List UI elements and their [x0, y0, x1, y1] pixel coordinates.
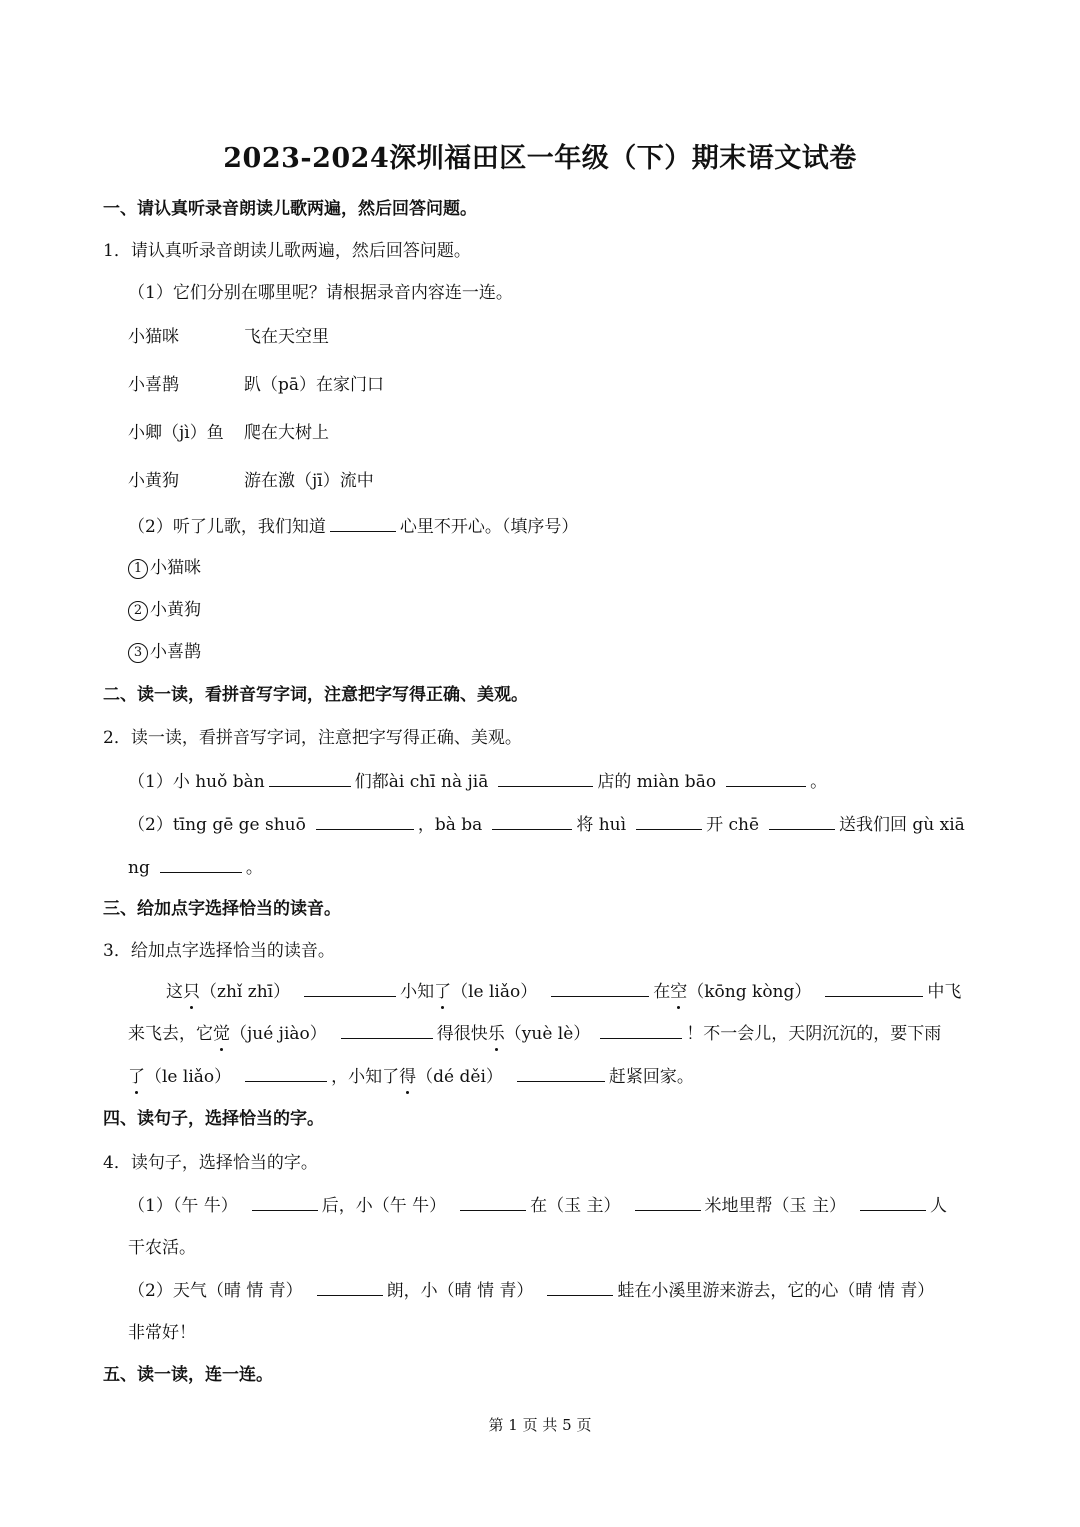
answer-blank[interactable] [316, 812, 414, 830]
reading-options: （le liǎo） [145, 1067, 232, 1087]
pinyin-text: （1）小 huǒ bàn [128, 772, 265, 792]
answer-blank[interactable] [635, 1193, 701, 1211]
option-text: 小猫咪 [150, 558, 201, 578]
match-right-3: 爬在大树上 [244, 423, 329, 443]
sentence-text: 这 [166, 982, 183, 1002]
sentence-text: ，小知了 [331, 1067, 400, 1087]
match-left-3: 小卿（jì）鱼 [128, 423, 224, 443]
circled-number: 1 [128, 559, 148, 579]
dotted-character: 乐 [487, 1024, 505, 1044]
answer-blank[interactable] [547, 1278, 613, 1296]
reading-options: （kōng kòng） [687, 982, 812, 1002]
dotted-character: 了 [128, 1067, 145, 1087]
question-2-line-2 [128, 812, 965, 837]
answer-blank[interactable] [636, 812, 702, 830]
option-3[interactable] [128, 640, 201, 664]
answer-blank[interactable] [498, 769, 593, 787]
dotted-character: 只 [183, 982, 200, 1002]
question-1-part-1: （1）它们分别在哪里呢？请根据录音内容连一连。 [128, 283, 513, 303]
answer-blank[interactable] [460, 1193, 526, 1211]
question-3-line-3 [128, 1064, 694, 1089]
dotted-character: 觉 [213, 1024, 230, 1044]
answer-blank[interactable] [304, 979, 396, 997]
option-2[interactable] [128, 598, 201, 622]
question-3-line-2 [128, 1021, 941, 1046]
sentence-text: 中飞 [927, 982, 962, 1002]
match-left-1: 小猫咪 [128, 327, 179, 347]
sentence-text: 在 [653, 982, 671, 1002]
section-heading-2: 二、读一读，看拼音写字词，注意把字写得正确、美观。 [103, 685, 528, 705]
sentence-text: 来飞去，它 [128, 1024, 213, 1044]
question-4-stem: 4．读句子，选择恰当的字。 [103, 1153, 318, 1173]
answer-blank[interactable] [492, 812, 572, 830]
reading-options: （zhǐ zhī） [200, 982, 291, 1002]
sentence-text: 得很快 [436, 1024, 488, 1044]
pinyin-text: 店的 miàn bāo [597, 772, 717, 792]
answer-blank[interactable] [269, 769, 351, 787]
match-right-2: 趴（pā）在家门口 [244, 375, 385, 395]
sentence-text: 在（玉 主） [530, 1196, 621, 1216]
answer-blank[interactable] [860, 1193, 926, 1211]
match-right-1: 飞在天空里 [244, 327, 329, 347]
option-text: 小黄狗 [150, 600, 201, 620]
pinyin-text: 将 huì [576, 815, 627, 835]
dotted-character: 空 [670, 982, 688, 1002]
section-heading-5: 五、读一读，连一连。 [103, 1365, 273, 1385]
section-heading-3: 三、给加点字选择恰当的读音。 [103, 899, 341, 919]
sentence-text: ！不一会儿，天阴沉沉的，要下雨 [686, 1024, 942, 1044]
dotted-character: 得 [399, 1067, 417, 1087]
question-2-stem: 2．读一读，看拼音写字词，注意把字写得正确、美观。 [103, 728, 522, 748]
pinyin-text: ，bà ba [417, 815, 483, 835]
answer-blank[interactable] [330, 514, 396, 532]
answer-blank[interactable] [551, 979, 649, 997]
dotted-character: 了 [434, 982, 452, 1002]
match-right-4: 游在激（jī）流中 [244, 471, 374, 491]
circled-number: 2 [128, 601, 148, 621]
question-2-line-1 [128, 769, 827, 794]
question-1-part-2 [128, 514, 578, 539]
pinyin-text: 送我们回 gù xiā [839, 815, 965, 835]
pinyin-text: ng [128, 858, 150, 878]
match-left-2: 小喜鹊 [128, 375, 179, 395]
question-3-stem: 3．给加点字选择恰当的读音。 [103, 941, 335, 961]
option-1[interactable] [128, 556, 201, 580]
question-1-part-2-text-b: 心里不开心。（填序号） [399, 517, 579, 537]
question-4-line-4: 非常好！ [128, 1323, 196, 1343]
answer-blank[interactable] [317, 1278, 383, 1296]
sentence-text: 赶紧回家。 [608, 1067, 694, 1087]
question-2-line-3 [128, 855, 263, 880]
punctuation: 。 [245, 858, 263, 878]
answer-blank[interactable] [252, 1193, 318, 1211]
sentence-text: 后，小（午 牛） [321, 1196, 447, 1216]
sentence-text: 米地里帮（玉 主） [704, 1196, 846, 1216]
question-3-line-1 [166, 979, 961, 1004]
sentence-text: （1）（午 牛） [128, 1196, 238, 1216]
answer-blank[interactable] [600, 1021, 682, 1039]
answer-blank[interactable] [160, 855, 242, 873]
reading-options: （dé děi） [416, 1067, 503, 1087]
question-4-line-1 [128, 1193, 947, 1218]
reading-options: （le liǎo） [451, 982, 538, 1002]
punctuation: 。 [810, 772, 828, 792]
page-title: 2023-2024深圳福田区一年级（下）期末语文试卷 [223, 143, 857, 174]
answer-blank[interactable] [517, 1064, 605, 1082]
page-footer: 第 1 页 共 5 页 [488, 1416, 592, 1434]
section-heading-1: 一、请认真听录音朗读儿歌两遍，然后回答问题。 [103, 199, 477, 219]
option-text: 小喜鹊 [150, 642, 201, 662]
reading-options: （yuè lè） [504, 1024, 591, 1044]
question-1-stem: 1．请认真听录音朗读儿歌两遍，然后回答问题。 [103, 241, 471, 261]
section-heading-4: 四、读句子，选择恰当的字。 [103, 1109, 324, 1129]
pinyin-text: 开 chē [706, 815, 760, 835]
sentence-text: 小知 [400, 982, 435, 1002]
sentence-text: 朗，小（晴 情 青） [386, 1281, 534, 1301]
answer-blank[interactable] [245, 1064, 327, 1082]
answer-blank[interactable] [769, 812, 835, 830]
sentence-text: 蛙在小溪里游来游去，它的心（晴 情 青） [617, 1281, 935, 1301]
pinyin-text: 们都ài chī nà jiā [354, 772, 489, 792]
answer-blank[interactable] [825, 979, 923, 997]
answer-blank[interactable] [726, 769, 806, 787]
question-1-part-2-text-a: （2）听了儿歌，我们知道 [128, 517, 326, 537]
answer-blank[interactable] [341, 1021, 433, 1039]
sentence-text: 人 [929, 1196, 947, 1216]
question-4-line-2: 干农活。 [128, 1238, 196, 1258]
circled-number: 3 [128, 643, 148, 663]
reading-options: （jué jiào） [230, 1024, 327, 1044]
pinyin-text: （2）tīng gē ge shuō [128, 815, 306, 835]
match-left-4: 小黄狗 [128, 471, 179, 491]
sentence-text: （2）天气（晴 情 青） [128, 1281, 303, 1301]
question-4-line-3 [128, 1278, 934, 1303]
